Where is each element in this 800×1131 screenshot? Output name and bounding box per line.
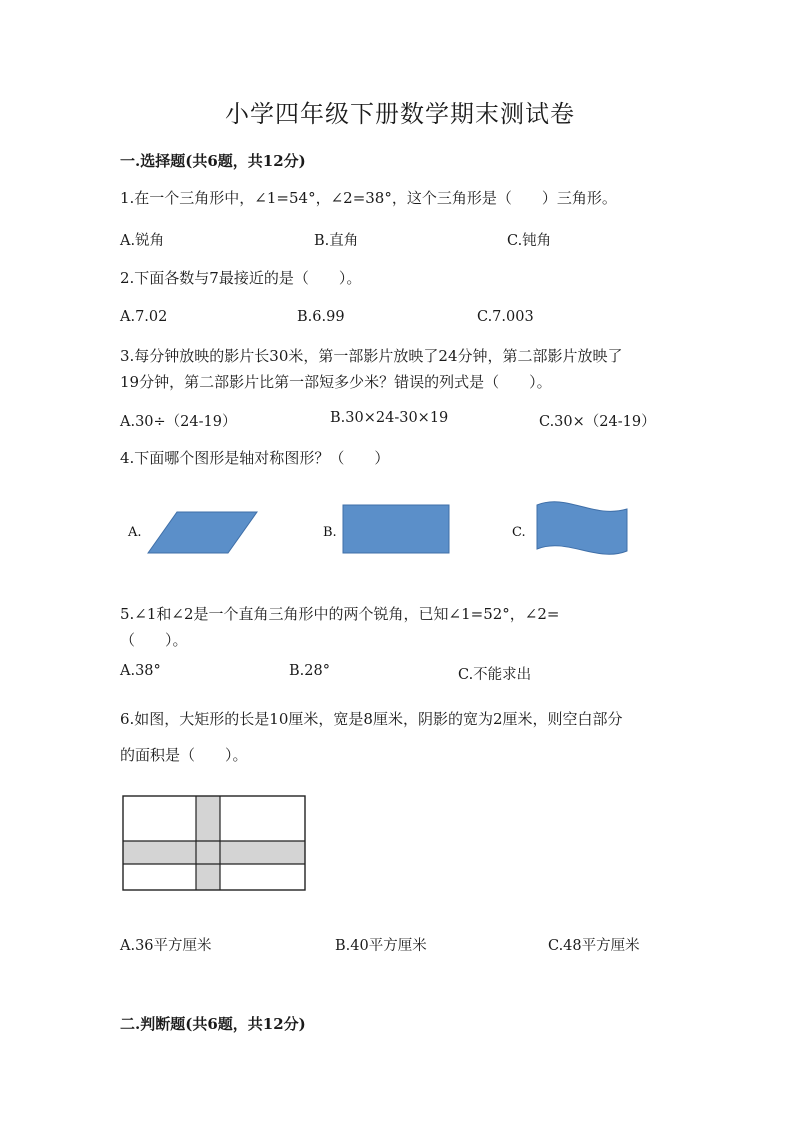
q3-option-c[interactable]: C.30×（24-19） [539,414,656,430]
q5-option-b[interactable]: B.28° [289,663,330,679]
question-5-line-2: （ ）。 [120,631,188,649]
question-3-line-2: 19分钟，第二部影片比第一部短多少米？错误的列式是（ ）。 [120,373,552,391]
shaded-horizontal-strip [123,841,305,864]
question-4: 4.下面哪个图形是轴对称图形？（ ） [120,449,390,467]
section-heading-choice: 一.选择题(共6题，共12分) [120,152,306,170]
section-heading-true-false: 二.判断题(共6题，共12分) [120,1015,306,1033]
q2-option-b[interactable]: B.6.99 [297,309,345,325]
q3-option-b[interactable]: B.30×24-30×19 [330,410,449,426]
question-6-line-1: 6.如图，大矩形的长是10厘米，宽是8厘米，阴影的宽为2厘米，则空白部分 [120,710,623,728]
wave-flag-shape [537,502,627,554]
question-6-line-2: 的面积是（ ）。 [120,746,248,764]
parallelogram-shape [148,512,257,553]
q4-figure-label-c[interactable]: C. [512,525,526,540]
page-title: 小学四年级下册数学期末测试卷 [225,100,575,128]
q5-option-a[interactable]: A.38° [120,663,161,679]
q2-option-c[interactable]: C.7.003 [477,309,534,325]
q4-figures [0,497,800,567]
question-3 [120,343,680,395]
question-5 [120,601,680,653]
q5-option-c[interactable]: C.不能求出 [458,667,532,683]
q1-option-a[interactable]: A.锐角 [120,233,165,249]
q6-option-b[interactable]: B.40平方厘米 [335,938,427,954]
question-5-line-1: 5.∠1和∠2是一个直角三角形中的两个锐角，已知∠1=52°，∠2= [120,605,560,623]
question-1: 1.在一个三角形中，∠1=54°，∠2=38°，这个三角形是（ ）三角形。 [120,189,617,207]
rectangle-shape [343,505,449,553]
q3-option-a[interactable]: A.30÷（24-19） [120,414,237,430]
q6-option-a[interactable]: A.36平方厘米 [120,938,212,954]
question-2: 2.下面各数与7最接近的是（ ）。 [120,269,362,287]
question-6 [120,701,680,773]
q6-rectangle-figure [122,795,308,891]
question-3-line-1: 3.每分钟放映的影片长30米，第一部影片放映了24分钟，第二部影片放映了 [120,347,623,365]
q4-figure-label-a[interactable]: A. [128,525,142,540]
q4-figure-label-b[interactable]: B. [323,525,337,540]
q1-option-b[interactable]: B.直角 [314,233,359,249]
q1-option-c[interactable]: C.钝角 [507,233,552,249]
q6-option-c[interactable]: C.48平方厘米 [548,938,640,954]
q2-option-a[interactable]: A.7.02 [120,309,168,325]
